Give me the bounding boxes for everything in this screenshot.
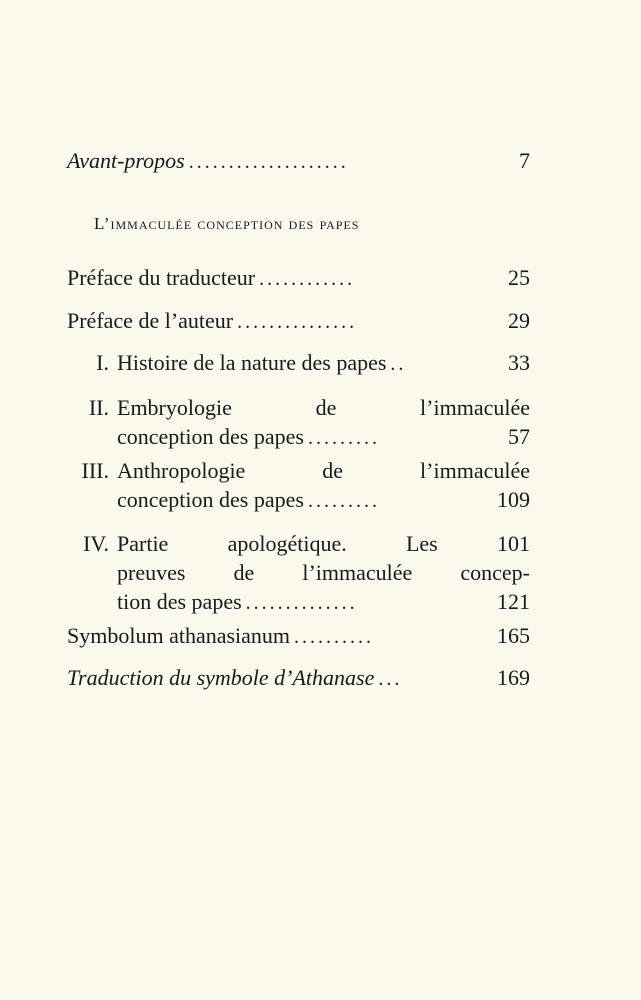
dot-leader: .................... <box>188 151 349 173</box>
toc-page-number: 169 <box>497 665 530 690</box>
toc-page-number: 25 <box>508 265 530 290</box>
dot-leader: .. <box>390 353 407 375</box>
toc-entry-avant-propos <box>67 147 530 176</box>
section-heading: L’immaculée conception des papes <box>94 214 360 233</box>
toc-page-number: 57 <box>508 424 530 449</box>
toc-entry-traduction <box>67 664 530 693</box>
toc-page-number: 165 <box>497 623 530 648</box>
chapter-numeral: II. <box>88 395 109 420</box>
dot-leader: ......... <box>307 427 380 449</box>
chapter-line <box>117 348 530 377</box>
toc-page-number: 33 <box>508 350 530 375</box>
toc-chapter-1 <box>67 348 530 377</box>
chapter-line <box>117 558 530 587</box>
chapter-title-line-3: tion des papes <box>117 589 242 614</box>
dot-leader: ............ <box>259 268 356 290</box>
chapter-title-line-2: preuves de l’immaculée concep- <box>117 560 530 585</box>
chapter-numeral: I. <box>96 350 109 375</box>
chapter-line <box>117 456 530 485</box>
chapter-numeral: III. <box>81 458 109 483</box>
toc-entry-title: Symbolum athanasianum <box>67 623 291 648</box>
toc-page-number: 7 <box>519 148 530 173</box>
chapter-title-line-1: Anthropologie de l’immaculée <box>117 458 530 483</box>
chapter-line <box>117 393 530 422</box>
dot-leader: .............. <box>245 592 358 614</box>
dot-leader: ... <box>378 668 403 690</box>
toc-chapter-4 <box>67 529 530 616</box>
chapter-line <box>117 422 530 451</box>
toc-page-number: 29 <box>508 308 530 333</box>
toc-entry-title: Préface de l’auteur <box>67 308 234 333</box>
chapter-title-line-2: conception des papes <box>117 487 304 512</box>
chapter-title: Histoire de la nature des papes <box>117 350 387 375</box>
toc-page-number: 121 <box>497 589 530 614</box>
chapter-line <box>117 529 530 558</box>
toc-chapter-2 <box>67 393 530 451</box>
toc-entry-preface-traducteur <box>67 264 530 293</box>
chapter-title-line-1: Partie apologétique. Les 101 <box>117 531 530 556</box>
chapter-numeral: IV. <box>83 531 109 556</box>
toc-entry-title: Traduction du symbole d’Athanase <box>67 665 375 690</box>
toc-entry-symbolum <box>67 622 530 651</box>
dot-leader: ............... <box>237 311 358 333</box>
toc-entry-title: Avant-propos <box>67 148 185 173</box>
dot-leader: .......... <box>294 626 375 648</box>
toc-page-number: 109 <box>497 487 530 512</box>
dot-leader: ......... <box>307 490 380 512</box>
chapter-line <box>117 587 530 616</box>
chapter-line <box>117 485 530 514</box>
chapter-title-line-1: Embryologie de l’immaculée <box>117 395 530 420</box>
toc-entry-preface-auteur <box>67 307 530 336</box>
toc-chapter-3 <box>67 456 530 514</box>
toc-entry-title: Préface du traducteur <box>67 265 256 290</box>
chapter-title-line-2: conception des papes <box>117 424 304 449</box>
